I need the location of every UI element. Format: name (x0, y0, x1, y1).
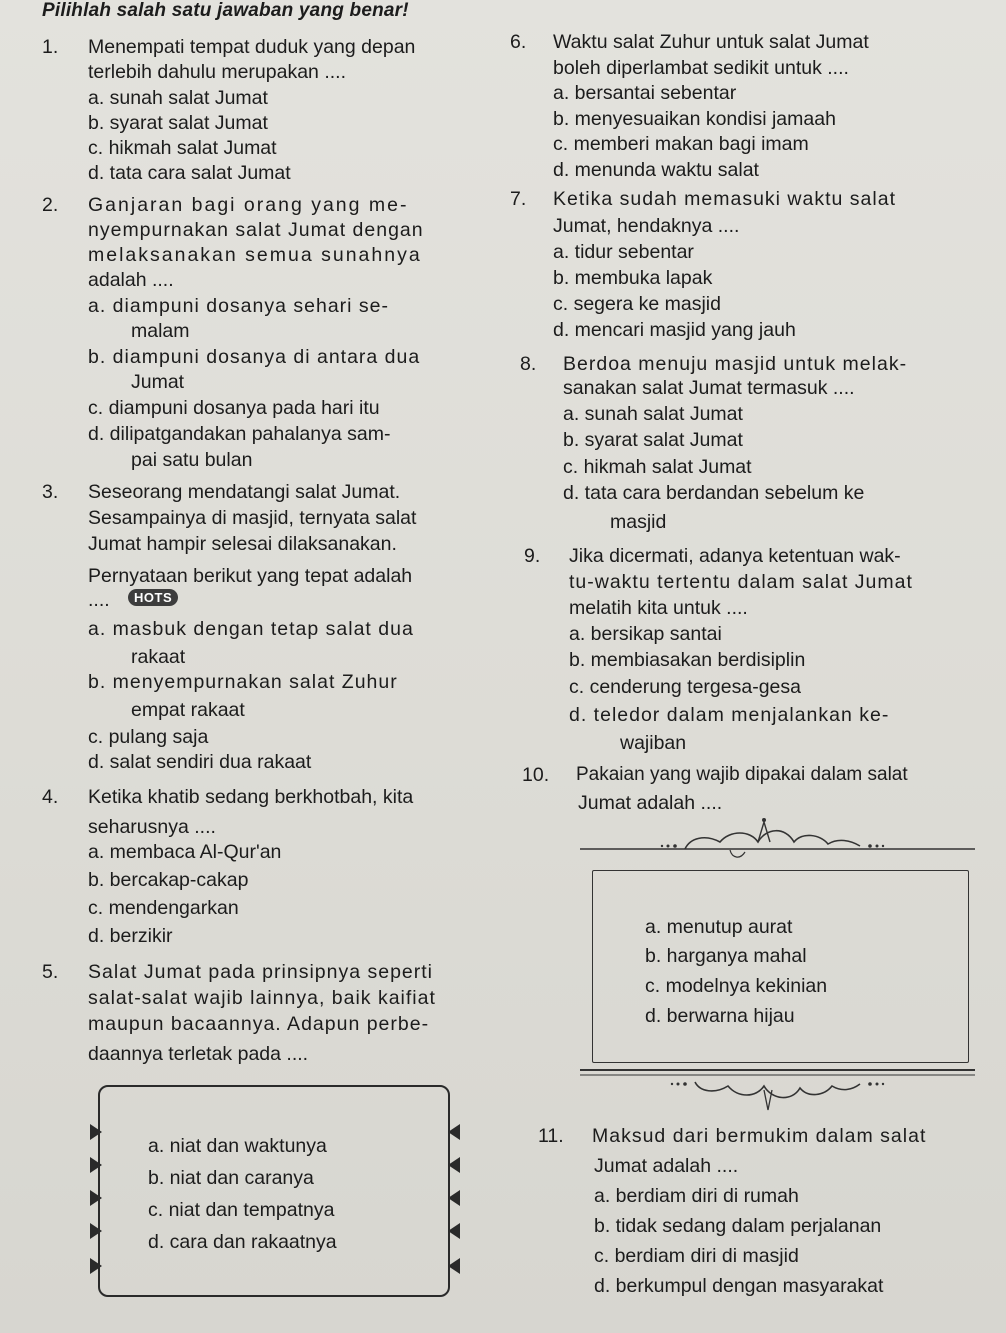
q3-text-line-1: Seseorang mendatangi salat Jumat. (88, 481, 401, 503)
q1-number: 1. (42, 36, 59, 58)
q2-text-line-3: melaksanakan semua sunahnya (88, 244, 422, 266)
q6-option-c[interactable]: c. memberi makan bagi imam (553, 133, 809, 155)
q8-option-a[interactable]: a. sunah salat Jumat (563, 403, 743, 425)
q9-option-c[interactable]: c. cenderung tergesa-gesa (569, 676, 801, 698)
q2-text-line-1: Ganjaran bagi orang yang me- (88, 194, 409, 216)
q2-option-d[interactable]: d. dilipatgandakan pahalanya sam- (88, 423, 391, 445)
ornament-divider-bottom (580, 1064, 975, 1114)
q10-option-b[interactable]: b. harganya mahal (645, 945, 807, 967)
q5-text-line-4: daannya terletak pada .... (88, 1043, 309, 1065)
q7-option-c[interactable]: c. segera ke masjid (553, 293, 721, 315)
q5-option-d[interactable]: d. cara dan rakaatnya (148, 1231, 337, 1253)
q6-number: 6. (510, 31, 527, 53)
box-tab-right-1 (448, 1124, 460, 1140)
hots-badge: HOTS (128, 589, 178, 606)
q3-text-line-4: Pernyataan berikut yang tepat adalah (88, 565, 413, 587)
q11-option-c[interactable]: c. berdiam diri di masjid (594, 1245, 799, 1267)
q3-option-a-cont: rakaat (131, 646, 186, 668)
q2-option-d-cont: pai satu bulan (131, 449, 253, 471)
q8-text-line-1: Berdoa menuju masjid untuk melak- (563, 353, 908, 375)
q8-option-c[interactable]: c. hikmah salat Jumat (563, 456, 752, 478)
q6-option-d[interactable]: d. menunda waktu salat (553, 159, 759, 181)
q2-text-line-4: adalah .... (88, 269, 174, 291)
q11-number: 11. (538, 1125, 564, 1147)
q8-text-line-2: sanakan salat Jumat termasuk .... (563, 377, 855, 399)
q5-number: 5. (42, 961, 59, 983)
q3-number: 3. (42, 481, 59, 503)
q3-text-line-2: Sesampainya di masjid, ternyata salat (88, 507, 417, 529)
q4-option-d[interactable]: d. berzikir (88, 925, 173, 947)
box-tab-left-1 (90, 1124, 102, 1140)
q7-option-a[interactable]: a. tidur sebentar (553, 241, 694, 263)
q8-option-d-cont: masjid (610, 511, 667, 533)
q9-option-b[interactable]: b. membiasakan berdisiplin (569, 649, 806, 671)
box-tab-right-2 (448, 1157, 460, 1173)
q6-text-line-1: Waktu salat Zuhur untuk salat Jumat (553, 31, 869, 53)
q6-option-b[interactable]: b. menyesuaikan kondisi jamaah (553, 108, 836, 130)
box-tab-left-5 (90, 1258, 102, 1274)
q3-text-line-3: Jumat hampir selesai dilaksanakan. (88, 533, 397, 555)
q11-option-a[interactable]: a. berdiam diri di rumah (594, 1185, 799, 1207)
q2-option-b-cont: Jumat (131, 371, 185, 393)
q3-option-c[interactable]: c. pulang saja (88, 726, 209, 748)
q8-number: 8. (520, 353, 537, 375)
q3-option-b[interactable]: b. menyempurnakan salat Zuhur (88, 671, 398, 693)
q3-text-line-5: .... (88, 589, 110, 611)
q9-text-line-3: melatih kita untuk .... (569, 597, 748, 619)
q6-option-a[interactable]: a. bersantai sebentar (553, 82, 737, 104)
ornament-divider-top (580, 816, 975, 866)
q1-option-c[interactable]: c. hikmah salat Jumat (88, 137, 277, 159)
q2-option-b[interactable]: b. diampuni dosanya di antara dua (88, 346, 421, 368)
box-tab-right-3 (448, 1190, 460, 1206)
q2-option-a[interactable]: a. diampuni dosanya sehari se- (88, 295, 389, 317)
q9-text-line-1: Jika dicermati, adanya ketentuan wak- (569, 545, 901, 567)
q7-text-line-2: Jumat, hendaknya .... (553, 215, 740, 237)
box-tab-right-5 (448, 1258, 460, 1274)
q5-text-line-2: salat-salat wajib lainnya, baik kaifiat (88, 987, 436, 1009)
box-tab-right-4 (448, 1223, 460, 1239)
q9-text-line-2: tu-waktu tertentu dalam salat Jumat (569, 571, 913, 593)
q5-text-line-1: Salat Jumat pada prinsipnya seperti (88, 961, 434, 983)
q8-option-d[interactable]: d. tata cara berdandan sebelum ke (563, 482, 865, 504)
q7-text-line-1: Ketika sudah memasuki waktu salat (553, 188, 896, 210)
q4-option-c[interactable]: c. mendengarkan (88, 897, 239, 919)
q4-number: 4. (42, 786, 59, 808)
q2-option-a-cont: malam (131, 320, 190, 342)
instruction-heading: Pilihlah salah satu jawaban yang benar! (42, 0, 409, 21)
q3-option-b-cont: empat rakaat (131, 699, 245, 721)
q9-option-d-cont: wajiban (620, 732, 687, 754)
q9-number: 9. (524, 545, 541, 567)
box-tab-left-3 (90, 1190, 102, 1206)
q11-text-line-2: Jumat adalah .... (594, 1155, 739, 1177)
q5-option-a[interactable]: a. niat dan waktunya (148, 1135, 327, 1157)
q4-option-a[interactable]: a. membaca Al-Qur'an (88, 841, 282, 863)
q7-option-d[interactable]: d. mencari masjid yang jauh (553, 319, 796, 341)
q10-option-c[interactable]: c. modelnya kekinian (645, 975, 828, 997)
q10-option-d[interactable]: d. berwarna hijau (645, 1005, 795, 1027)
q10-text-line-2: Jumat adalah .... (578, 792, 723, 814)
q11-option-b[interactable]: b. tidak sedang dalam perjalanan (594, 1215, 882, 1237)
q10-number: 10. (522, 764, 550, 786)
q4-text-line-1: Ketika khatib sedang berkhotbah, kita (88, 786, 414, 808)
q4-option-b[interactable]: b. bercakap-cakap (88, 869, 249, 891)
q5-text-line-3: maupun bacaannya. Adapun perbe- (88, 1013, 430, 1035)
q10-option-a[interactable]: a. menutup aurat (645, 916, 793, 938)
q7-option-b[interactable]: b. membuka lapak (553, 267, 713, 289)
box-tab-left-4 (90, 1223, 102, 1239)
q1-option-a[interactable]: a. sunah salat Jumat (88, 87, 268, 109)
q11-text-line-1: Maksud dari bermukim dalam salat (592, 1125, 927, 1147)
q6-text-line-2: boleh diperlambat sedikit untuk .... (553, 57, 849, 79)
q1-text-line-2: terlebih dahulu merupakan .... (88, 61, 346, 83)
q8-option-b[interactable]: b. syarat salat Jumat (563, 429, 743, 451)
q9-option-d[interactable]: d. teledor dalam menjalankan ke- (569, 704, 890, 726)
q5-option-c[interactable]: c. niat dan tempatnya (148, 1199, 335, 1221)
q7-number: 7. (510, 188, 527, 210)
box-tab-left-2 (90, 1157, 102, 1173)
q10-text-line-1: Pakaian yang wajib dipakai dalam salat (576, 764, 908, 785)
q2-number: 2. (42, 194, 59, 216)
q1-text-line-1: Menempati tempat duduk yang depan (88, 36, 416, 58)
q11-option-d[interactable]: d. berkumpul dengan masyarakat (594, 1275, 884, 1297)
q2-text-line-2: nyempurnakan salat Jumat dengan (88, 219, 424, 241)
q5-option-b[interactable]: b. niat dan caranya (148, 1167, 314, 1189)
q4-text-line-2: seharusnya .... (88, 816, 216, 838)
q3-option-d[interactable]: d. salat sendiri dua rakaat (88, 751, 312, 773)
q9-option-a[interactable]: a. bersikap santai (569, 623, 722, 645)
q1-option-b[interactable]: b. syarat salat Jumat (88, 112, 268, 134)
q1-option-d[interactable]: d. tata cara salat Jumat (88, 162, 291, 184)
q2-option-c[interactable]: c. diampuni dosanya pada hari itu (88, 397, 380, 419)
q5-options-box (98, 1085, 450, 1297)
q3-option-a[interactable]: a. masbuk dengan tetap salat dua (88, 618, 414, 640)
